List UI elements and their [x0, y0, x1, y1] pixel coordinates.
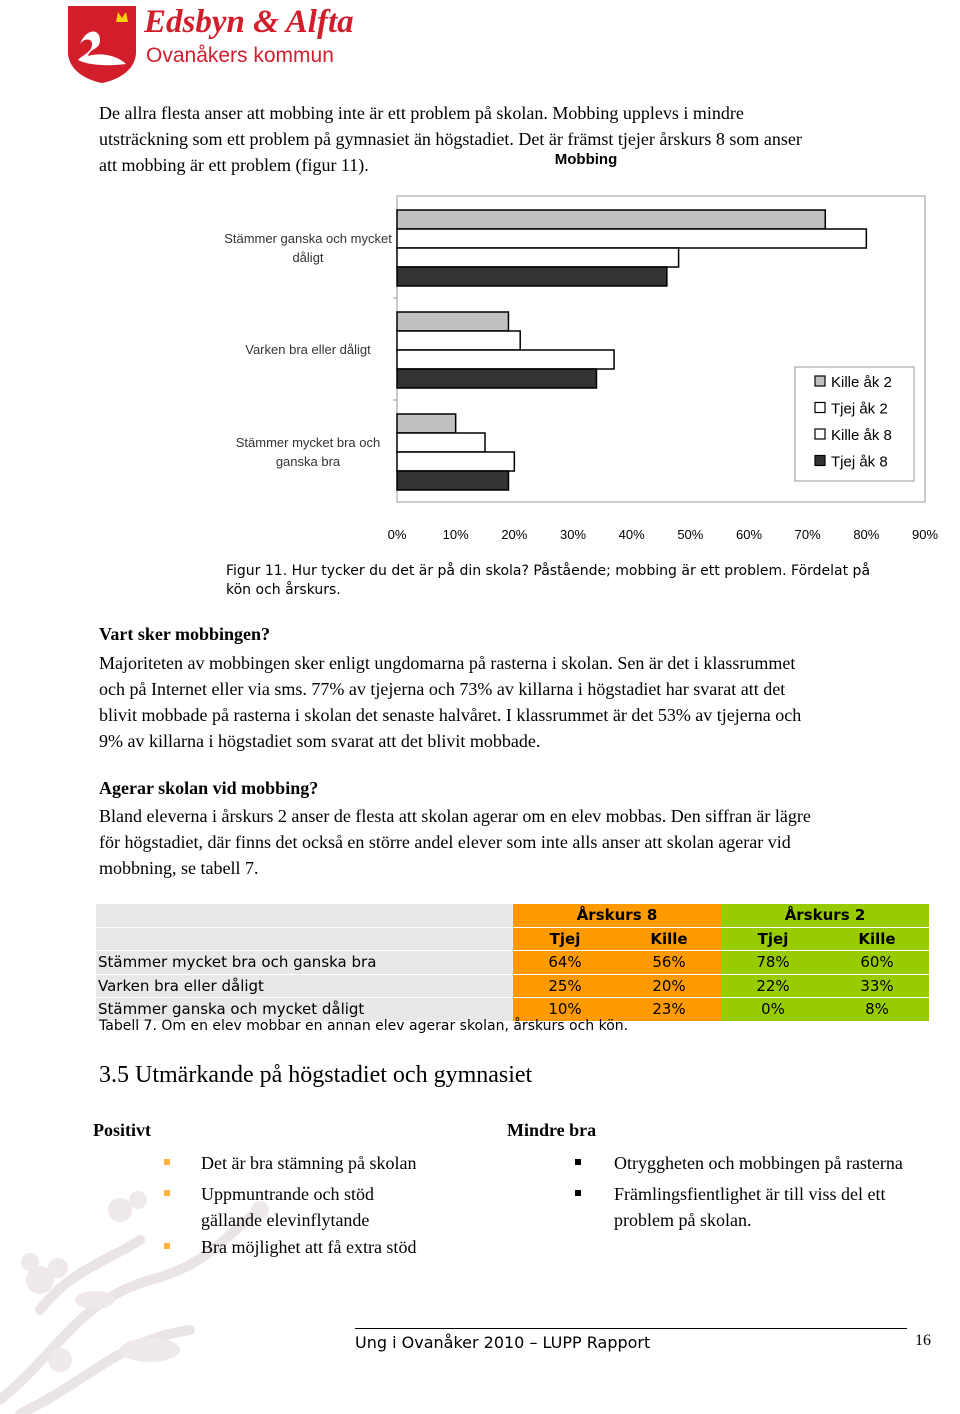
category-label: ganska bra: [275, 454, 341, 469]
bar: [397, 471, 508, 490]
x-tick-label: 30%: [559, 527, 587, 542]
table-7: [96, 904, 929, 1022]
section-heading: Vart sker mobbingen?: [99, 624, 271, 644]
table-sub-header-row: [96, 927, 929, 951]
row-label: Stämmer ganska och mycket dåligt: [96, 998, 513, 1022]
intro-line: De allra flesta anser att mobbing inte är ett problem på skolan. Mobbing upplevs i mindre: [99, 103, 744, 123]
legend-swatch: [815, 456, 825, 466]
legend-label: Tjej åk 8: [831, 453, 888, 471]
list-item-text: Det är bra stämning på skolan: [201, 1153, 417, 1173]
list-item-text: Främlingsfientlighet är till viss del ett: [614, 1184, 886, 1204]
section-where-paragraph: [99, 650, 949, 754]
bar-chart: [0, 140, 960, 560]
x-tick-label: 50%: [677, 527, 704, 542]
negative-heading: Mindre bra: [507, 1120, 597, 1140]
table-group-header-row: [96, 904, 929, 927]
sub-header: Tjej: [513, 927, 617, 951]
bullet-icon: [164, 1159, 170, 1165]
chart-title: Mobbing: [554, 151, 618, 168]
category-label: dåligt: [292, 250, 324, 265]
x-tick-label: 20%: [501, 527, 528, 542]
bar: [397, 248, 679, 267]
table-cell: 33%: [825, 974, 929, 998]
paragraph-line: 9% av killarna i högstadiet som svarat att det blivit mobbade.: [99, 731, 541, 751]
paragraph-line: och på Internet eller via sms. 77% av tjejerna och 73% av killarna i högstadiet har svarat att det: [99, 679, 786, 699]
table-cell: 23%: [617, 998, 721, 1022]
group-header-arskurs-2: Årskurs 2: [721, 904, 929, 927]
footer-text: Ung i Ovanåker 2010 – LUPP Rapport: [355, 1333, 651, 1352]
table-cell: 78%: [721, 951, 825, 975]
table-cell: 0%: [721, 998, 825, 1022]
bar: [397, 210, 825, 229]
paragraph-line: mobbning, se tabell 7.: [99, 858, 259, 878]
category-label: Varken bra eller dåligt: [245, 342, 371, 357]
section-title: 3.5 Utmärkande på högstadiet och gymnasiet: [99, 1062, 533, 1088]
x-tick-label: 90%: [911, 527, 939, 542]
footer-rule: [355, 1328, 907, 1329]
intro-line: att mobbing är ett problem (figur 11).: [99, 155, 369, 175]
bar: [397, 433, 485, 452]
table-corner: [96, 927, 513, 951]
logo-subtitle: Ovanåkers kommun: [146, 44, 334, 67]
bar: [397, 267, 667, 286]
legend-swatch: [815, 376, 825, 386]
table-cell: 22%: [721, 974, 825, 998]
list-item-text: Uppmuntrande och stöd: [201, 1184, 374, 1204]
logo-title: Edsbyn & Alfta: [144, 4, 354, 40]
positive-heading: Positivt: [93, 1120, 151, 1140]
category-label: Stämmer ganska och mycket: [224, 231, 392, 246]
legend-swatch: [815, 403, 825, 413]
table-caption: Tabell 7. Om en elev mobbar en annan elev agerar skolan, årskurs och kön.: [99, 1018, 629, 1034]
page-number: 16: [915, 1332, 931, 1349]
legend-swatch: [815, 429, 825, 439]
table-cell: 10%: [513, 998, 617, 1022]
bar: [397, 369, 596, 388]
table-cell: 20%: [617, 974, 721, 998]
list-item-text: problem på skolan.: [614, 1210, 752, 1230]
coat-of-arms-icon: [66, 4, 138, 84]
bullet-icon: [164, 1190, 170, 1196]
list-item-text: Bra möjlighet att få extra stöd: [201, 1237, 417, 1257]
group-header-arskurs-8: Årskurs 8: [513, 904, 721, 927]
table-row: [96, 951, 929, 975]
x-tick-label: 70%: [794, 527, 821, 542]
paragraph-line: för högstadiet, där finns det också en större andel elever som inte alls anser att skolan agerar vid: [99, 832, 791, 852]
row-label: Varken bra eller dåligt: [96, 974, 513, 998]
sub-header: Tjej: [721, 927, 825, 951]
paragraph-line: Majoriteten av mobbingen sker enligt ungdomarna på rasterna i skolan. Sen är det i klassrummet: [99, 653, 796, 673]
intro-line: utsträckning som ett problem på gymnasiet än högstadiet. Det är främst tjejer årskurs 8 som anser: [99, 129, 802, 149]
table-cell: 56%: [617, 951, 721, 975]
x-tick-label: 10%: [442, 527, 469, 542]
x-tick-label: 40%: [618, 527, 645, 542]
bullet-icon: [575, 1190, 581, 1196]
bar: [397, 331, 520, 350]
x-tick-label: 80%: [853, 527, 880, 542]
row-label: Stämmer mycket bra och ganska bra: [96, 951, 513, 975]
paragraph-line: Bland eleverna i årskurs 2 anser de flesta att skolan agerar om en elev mobbas. Den siffran är lägre: [99, 806, 811, 826]
x-tick-label: 0%: [387, 527, 407, 542]
figure-caption-line: Figur 11. Hur tycker du det är på din skola? Påstående; mobbing är ett problem. Fördelat på: [226, 563, 871, 579]
bar: [397, 312, 508, 331]
bar: [397, 414, 456, 433]
section-school-paragraph: [99, 803, 949, 881]
section-heading: Agerar skolan vid mobbing?: [99, 778, 319, 798]
table-cell: 60%: [825, 951, 929, 975]
bar: [397, 350, 614, 369]
list-item-text: gällande elevinflytande: [201, 1210, 370, 1230]
table-row: [96, 974, 929, 998]
table-cell: 25%: [513, 974, 617, 998]
x-tick-label: 60%: [735, 527, 763, 542]
bullet-icon: [164, 1243, 170, 1249]
municipality-logo: [66, 4, 396, 84]
table-cell: 64%: [513, 951, 617, 975]
legend-label: Kille åk 8: [831, 427, 892, 444]
sub-header: Kille: [825, 927, 929, 951]
bar: [397, 229, 866, 248]
table-cell: 8%: [825, 998, 929, 1022]
list-item-text: Otryggheten och mobbingen på rasterna: [614, 1153, 903, 1173]
paragraph-line: blivit mobbade på rasterna i skolan det senaste halvåret. I klassrummet är det 53% av tjejerna och: [99, 705, 802, 725]
bullet-icon: [575, 1159, 581, 1165]
legend-label: Kille åk 2: [831, 374, 892, 391]
table-corner: [96, 904, 513, 927]
category-label: Stämmer mycket bra och: [235, 435, 381, 450]
bar: [397, 452, 514, 471]
figure-caption: [226, 562, 870, 600]
figure-caption-line: kön och årskurs.: [226, 582, 341, 598]
legend-label: Tjej åk 2: [831, 400, 888, 418]
sub-header: Kille: [617, 927, 721, 951]
